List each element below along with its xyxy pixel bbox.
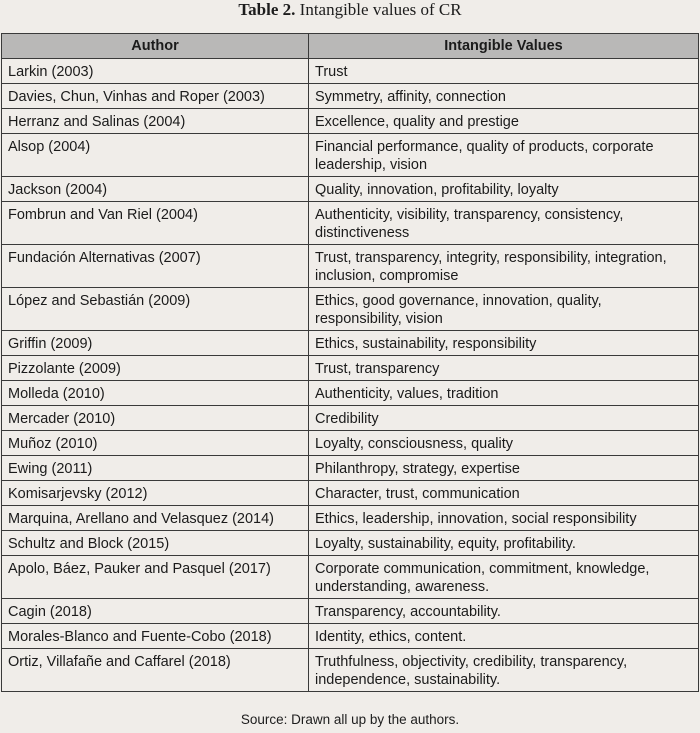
intangible-values-cell: Excellence, quality and prestige: [309, 109, 699, 134]
intangible-values-cell: Credibility: [309, 406, 699, 431]
author-cell: Molleda (2010): [2, 381, 309, 406]
table-row: [2, 109, 699, 134]
author-cell: Mercader (2010): [2, 406, 309, 431]
table-row: [2, 381, 699, 406]
column-header-intangible-values: Intangible Values: [309, 34, 699, 59]
table-body: [2, 59, 699, 692]
table-row: [2, 356, 699, 381]
table-row: [2, 288, 699, 331]
intangible-values-cell: Trust, transparency: [309, 356, 699, 381]
author-cell: Komisarjevsky (2012): [2, 481, 309, 506]
author-cell: Fombrun and Van Riel (2004): [2, 202, 309, 245]
table-row: [2, 59, 699, 84]
intangible-values-cell: Character, trust, communication: [309, 481, 699, 506]
table-row: [2, 406, 699, 431]
intangible-values-cell: Trust: [309, 59, 699, 84]
author-cell: Ewing (2011): [2, 456, 309, 481]
table-title: Intangible values of CR: [299, 0, 462, 19]
table-row: [2, 456, 699, 481]
author-cell: Griffin (2009): [2, 331, 309, 356]
intangible-values-cell: Quality, innovation, profitability, loyalty: [309, 177, 699, 202]
intangible-values-cell: Philanthropy, strategy, expertise: [309, 456, 699, 481]
source-note: Source: Drawn all up by the authors.: [240, 712, 460, 727]
author-cell: Marquina, Arellano and Velasquez (2014): [2, 506, 309, 531]
intangible-values-cell: Loyalty, sustainability, equity, profitability.: [309, 531, 699, 556]
intangible-values-cell: Identity, ethics, content.: [309, 624, 699, 649]
table-row: [2, 506, 699, 531]
table-row: [2, 331, 699, 356]
intangible-values-cell: Ethics, leadership, innovation, social responsibility: [309, 506, 699, 531]
author-cell: Herranz and Salinas (2004): [2, 109, 309, 134]
intangible-values-cell: Authenticity, visibility, transparency, consistency, distinctiveness: [309, 202, 699, 245]
author-cell: Fundación Alternativas (2007): [2, 245, 309, 288]
intangible-values-cell: Financial performance, quality of products, corporate leadership, vision: [309, 134, 699, 177]
table-row: [2, 245, 699, 288]
table-row: [2, 134, 699, 177]
author-cell: Davies, Chun, Vinhas and Roper (2003): [2, 84, 309, 109]
table-row: [2, 649, 699, 692]
intangible-values-cell: Ethics, good governance, innovation, quality, responsibility, vision: [309, 288, 699, 331]
table-row: [2, 624, 699, 649]
author-cell: Pizzolante (2009): [2, 356, 309, 381]
author-cell: Ortiz, Villafañe and Caffarel (2018): [2, 649, 309, 692]
table-row: [2, 599, 699, 624]
table-row: [2, 431, 699, 456]
intangible-values-cell: Trust, transparency, integrity, responsibility, integration, inclusion, compromise: [309, 245, 699, 288]
table-row: [2, 556, 699, 599]
intangible-values-cell: Authenticity, values, tradition: [309, 381, 699, 406]
intangible-values-cell: Transparency, accountability.: [309, 599, 699, 624]
table-row: [2, 531, 699, 556]
author-cell: Apolo, Báez, Pauker and Pasquel (2017): [2, 556, 309, 599]
table-row: [2, 202, 699, 245]
intangible-values-cell: Truthfulness, objectivity, credibility, transparency, independence, sustainability.: [309, 649, 699, 692]
author-cell: Larkin (2003): [2, 59, 309, 84]
intangible-values-cell: Loyalty, consciousness, quality: [309, 431, 699, 456]
author-cell: Muñoz (2010): [2, 431, 309, 456]
table-number: Table 2.: [238, 0, 296, 19]
author-cell: Alsop (2004): [2, 134, 309, 177]
table-row: [2, 84, 699, 109]
intangible-values-cell: Corporate communication, commitment, knowledge, understanding, awareness.: [309, 556, 699, 599]
author-cell: López and Sebastián (2009): [2, 288, 309, 331]
table-caption: [0, 0, 700, 30]
header-row: [2, 34, 699, 59]
column-header-author: Author: [2, 34, 309, 59]
author-cell: Jackson (2004): [2, 177, 309, 202]
intangible-values-cell: Symmetry, affinity, connection: [309, 84, 699, 109]
author-cell: Morales-Blanco and Fuente-Cobo (2018): [2, 624, 309, 649]
table-row: [2, 177, 699, 202]
author-cell: Schultz and Block (2015): [2, 531, 309, 556]
intangible-values-table: [1, 33, 699, 692]
intangible-values-cell: Ethics, sustainability, responsibility: [309, 331, 699, 356]
table-row: [2, 481, 699, 506]
author-cell: Cagin (2018): [2, 599, 309, 624]
